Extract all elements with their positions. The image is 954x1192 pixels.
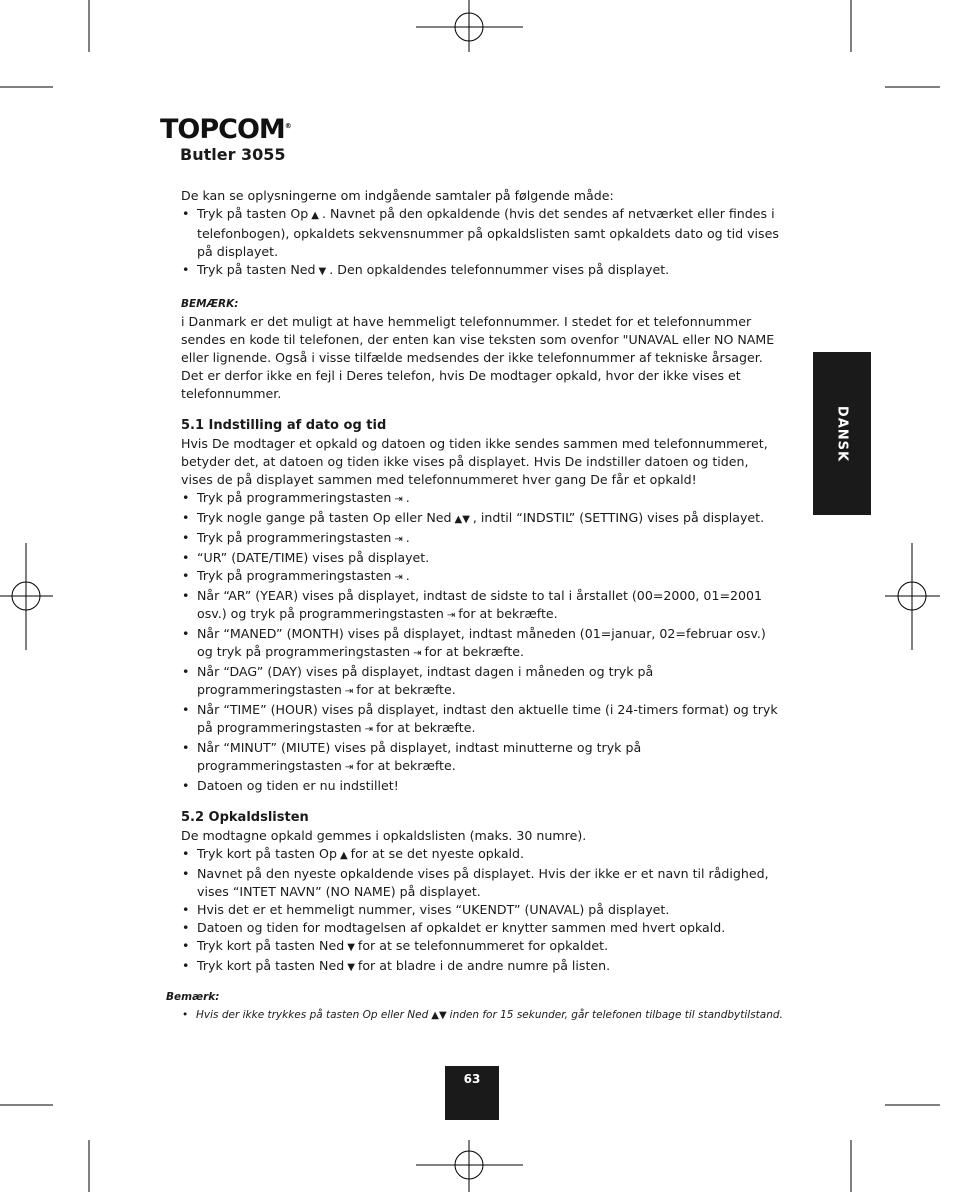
list-item: • Når “MINUT” (MIUTE) vises på displayet, indtast minutterne og tryk på programmeringstasten ⇥ for at bekræfte. (181, 739, 781, 777)
list-item: • Tryk kort på tasten Ned ▼ for at se telefonnummeret for opkaldet. (181, 937, 781, 957)
section-5-2-heading: 5.2 Opkaldslisten (181, 810, 309, 825)
language-tab (813, 352, 871, 515)
section-5-1-lead: Hvis De modtager et opkald og datoen og tiden ikke sendes sammen med telefonnummeret, betyder det, at datoen og tiden ikke vises på displayet. Hvis De indstiller datoen og tiden, vises de på displayet sammen med telefonnummeret hver gang De får et opkald! (181, 436, 768, 487)
footnote-label: Bemærk: (166, 991, 220, 1003)
up-down-arrow-icon: ▲▼ (431, 1010, 447, 1021)
up-arrow-icon: ▲ (311, 210, 319, 221)
section-5-2-list (181, 845, 781, 977)
language-tab-label: DANSK (834, 405, 850, 462)
intro-lead: De kan se oplysningerne om indgående samtaler på følgende måde: (181, 188, 614, 203)
model-name: Butler 3055 (180, 145, 286, 164)
footnote-item: • Hvis der ikke trykkes på tasten Op eller Ned ▲▼ inden for 15 sekunder, går telefonen tilbage til standbytilstand. (166, 1006, 786, 1025)
note-label: BEMÆRK: (181, 298, 239, 310)
list-item: • Når “AR” (YEAR) vises på displayet, indtast de sidste to tal i årstallet (00=2000, 01=2001 osv.) og tryk på programmeringstasten ⇥ for at bekræfte. (181, 587, 781, 625)
note-text: i Danmark er det muligt at have hemmeligt telefonnummer. I stedet for et telefonnummer sendes en kode til telefonen, der enten kan vise teksten som ovenfor "UNAVAL eller NO NAME eller lignende. Også i visse tilfælde medsendes der ikke telefonnummer af tekniske årsager. Det er derfor ikke en fejl i Deres telefon, hvis De modtager opkald, hvor der ikke vises et telefonnummer. (181, 314, 775, 401)
list-item: • Når “TIME” (HOUR) vises på displayet, indtast den aktuelle time (i 24-timers format) og tryk på programmeringstasten ⇥ for at bekræfte. (181, 701, 781, 739)
program-key-icon: ⇥ (344, 686, 354, 697)
program-key-icon: ⇥ (394, 534, 403, 545)
down-arrow-icon: ▼ (347, 942, 355, 953)
program-key-icon: ⇥ (394, 572, 403, 583)
list-item: • Tryk kort på tasten Op ▲ for at se det nyeste opkald. (181, 845, 781, 865)
list-item: • Tryk kort på tasten Ned ▼ for at bladre i de andre numre på listen. (181, 957, 781, 977)
program-key-icon: ⇥ (344, 762, 354, 773)
program-key-icon: ⇥ (446, 610, 456, 621)
page-number-box (445, 1066, 499, 1120)
list-item: • Tryk på tasten Op ▲ . Navnet på den opkaldende (hvis det sendes af netværket eller findes i telefonbogen), opkaldets sekvensnummer på opkaldslisten samt opkaldets dato og tid vises på displayet. (181, 205, 781, 261)
list-item: • Hvis det er et hemmeligt nummer, vises “UKENDT” (UNAVAL) på displayet. (181, 901, 781, 919)
page-number: 63 (463, 1072, 481, 1086)
down-arrow-icon: ▼ (347, 962, 355, 973)
program-key-icon: ⇥ (394, 494, 403, 505)
list-item: • Navnet på den nyeste opkaldende vises på displayet. Hvis der ikke er et navn til rådighed, vises “INTET NAVN” (NO NAME) på displayet. (181, 865, 781, 901)
up-arrow-icon: ▲ (339, 850, 348, 861)
section-5-1-heading: 5.1 Indstilling af dato og tid (181, 418, 387, 433)
program-key-icon: ⇥ (364, 724, 373, 735)
down-arrow-icon: ▼ (318, 266, 327, 277)
list-item: • Tryk på programmeringstasten ⇥ . (181, 567, 781, 587)
program-key-icon: ⇥ (413, 648, 422, 659)
list-item: • Tryk nogle gange på tasten Op eller Ned ▲▼ , indtil “INDSTIL” (SETTING) vises på displayet. (181, 509, 781, 529)
section-5-2-lead: De modtagne opkald gemmes i opkaldslisten (maks. 30 numre). (181, 828, 587, 843)
list-item: • Når “MANED” (MONTH) vises på displayet, indtast måneden (01=januar, 02=februar osv.) og tryk på programmeringstasten ⇥ for at bekræfte. (181, 625, 781, 663)
main-content (181, 187, 781, 977)
list-item: • Når “DAG” (DAY) vises på displayet, indtast dagen i måneden og tryk på programmeringstasten ⇥ for at bekræfte. (181, 663, 781, 701)
footnote (166, 988, 786, 1025)
list-item: • “UR” (DATE/TIME) vises på displayet. (181, 549, 781, 567)
list-item: • Tryk på programmeringstasten ⇥ . (181, 489, 781, 509)
up-down-arrow-icon: ▲▼ (454, 514, 470, 525)
list-item: • Datoen og tiden for modtagelsen af opkaldet er knytter sammen med hvert opkald. (181, 919, 781, 937)
list-item: • Tryk på tasten Ned ▼ . Den opkaldendes telefonnummer vises på displayet. (181, 261, 781, 281)
list-item: • Tryk på programmeringstasten ⇥ . (181, 529, 781, 549)
section-5-1-list (181, 489, 781, 795)
list-item: • Datoen og tiden er nu indstillet! (181, 777, 781, 795)
intro-list (181, 205, 781, 281)
brand-logo: TOPCOM® (160, 114, 291, 145)
